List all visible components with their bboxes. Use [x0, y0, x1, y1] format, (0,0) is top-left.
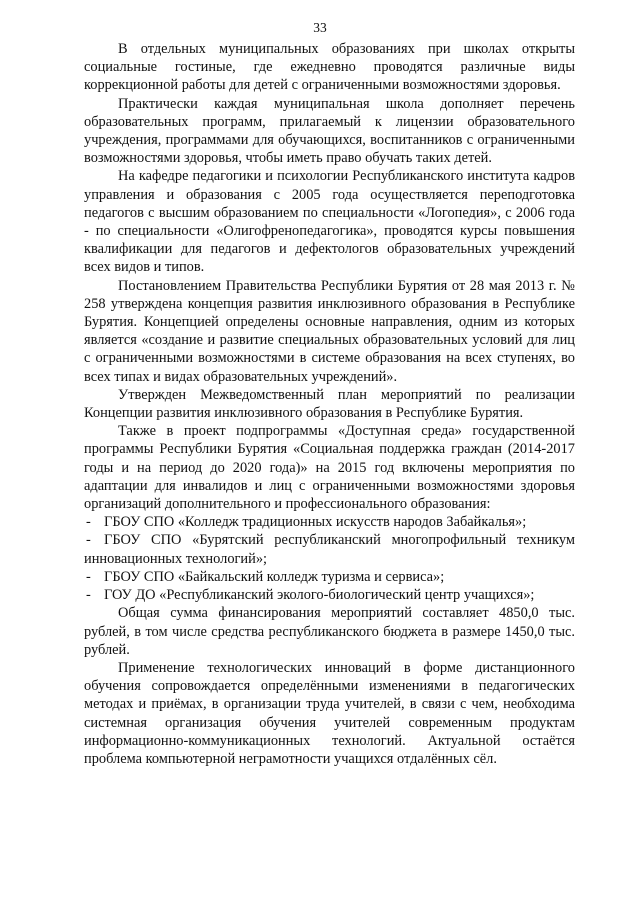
list-item [84, 568, 575, 586]
paragraph-social-lounges: В отдельных муниципальных образованиях при школах открыты социальные гостиные, где ежедневно проводятся различные виды коррекционной работы для детей с ограниченными возможностями здоровья. [84, 41, 575, 94]
institutions-list [84, 513, 575, 604]
list-item [84, 531, 575, 567]
paragraph-interagency-plan: Утвержден Межведомственный план мероприятий по реализации Концепции развития инклюзивного образования в Республике Бурятия. [84, 386, 575, 422]
list-item [84, 513, 575, 531]
list-dash: - [86, 568, 91, 585]
list-item-text: ГБОУ СПО «Байкальский колледж туризма и сервиса»; [104, 568, 445, 585]
page-number: 33 [313, 20, 327, 35]
paragraph-government-decree: Постановлением Правительства Республики Бурятия от 28 мая 2013 г. № 258 утверждена концепция развития инклюзивного образования в Республике Бурятия. Концепцией определены основные направления, одним из которых является «создание и развитие специальных образовательных условий для лиц с ограниченными возможностями в системе образования на всех ступенях, во всех типах и видах образовательных учреждений». [84, 277, 575, 385]
paragraph-department-training: На кафедре педагогики и психологии Республиканского института кадров управления и образования с 2005 года осуществляется переподготовка педагогов с высшим образованием по специальности «Логопедия», с 2006 года - по специальности «Олигофренопедагогика», проводятся курсы повышения квалификации для педагогов и дефектологов образовательных учреждений всех видов и типов. [84, 168, 575, 276]
paragraph-accessible-environment: Также в проект подпрограммы «Доступная среда» государственной программы Республики Бурятия «Социальная поддержка граждан (2014-2017 годы и на период до 2020 года)» на 2015 год включены мероприятия по адаптации для инвалидов и лиц с ограниченными возможностями здоровья организаций дополнительного и профессионального образования: [84, 423, 575, 513]
list-item [84, 586, 575, 604]
paragraph-distance-learning: Применение технологических инноваций в форме дистанционного обучения сопровождается определёнными изменениями в педагогических методах и приёмах, в организации труда учителей, в связи с чем, необходима системная организация обучения учителей современным продуктам информационно-коммуникационных технологий. Актуальной остаётся проблема компьютерной неграмотности учащихся отдалённых сёл. [84, 659, 575, 767]
list-dash: - [86, 514, 91, 531]
list-dash: - [86, 532, 91, 549]
paragraph-funding: Общая сумма финансирования мероприятий составляет 4850,0 тыс. рублей, в том числе средства республиканского бюджета в размере 1450,0 тыс. рублей. [84, 605, 575, 658]
list-item-text: ГБОУ СПО «Колледж традиционных искусств народов Забайкалья»; [104, 514, 527, 531]
list-dash: - [86, 587, 91, 604]
list-item-text: ГОУ ДО «Республиканский эколого-биологический центр учащихся»; [104, 587, 535, 604]
list-item-text: ГБОУ СПО «Бурятский республиканский многопрофильный техникум инновационных технологий»; [84, 532, 575, 567]
document-body [84, 40, 575, 768]
paragraph-school-programs: Практически каждая муниципальная школа дополняет перечень образовательных программ, прилагаемый к лицензии образовательного учреждения, программами для обучающихся, воспитанников с ограниченными возможностями здоровья, чтобы иметь право обучать таких детей. [84, 95, 575, 167]
